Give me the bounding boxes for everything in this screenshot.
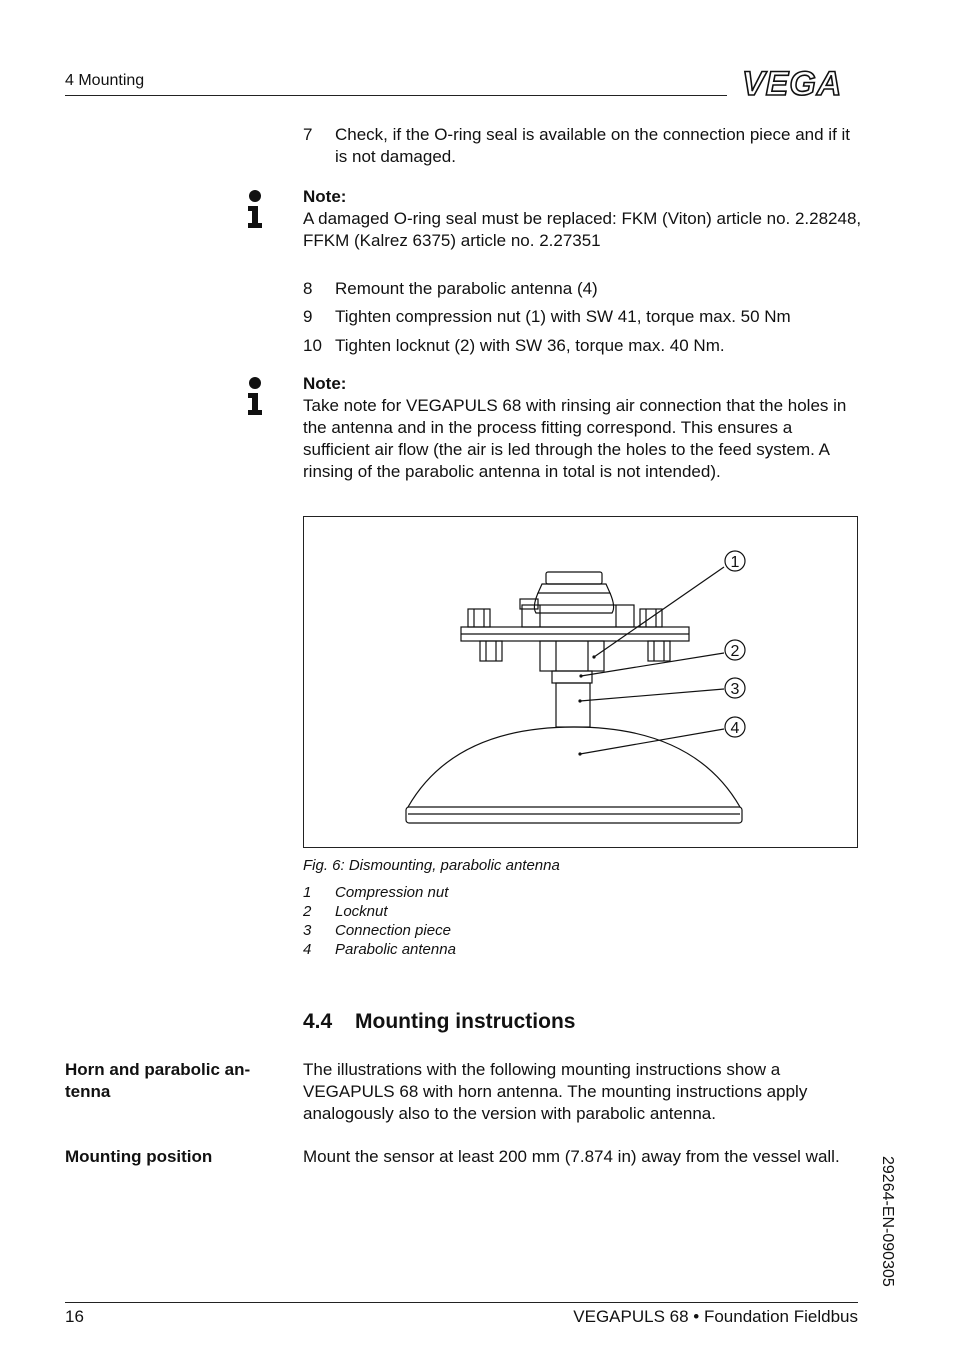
note-block [303,373,863,483]
legend-label: Parabolic antenna [335,941,456,958]
header-section-label: 4 Mounting [65,72,145,89]
body-paragraph: The illustrations with the following mounting instructions show a VEGAPULS 68 with horn antenna. The mounting instructions apply analogously also to the version with parabolic antenna. [303,1060,808,1123]
step-number: 7 [303,125,313,144]
note-title: Note: [303,187,347,206]
figure-frame [303,516,858,848]
side-heading-line: tenna [65,1082,111,1101]
side-heading [65,1146,275,1168]
side-heading-line: Mounting position [65,1147,213,1166]
legend-label: Locknut [335,903,388,920]
header-rule [65,95,727,96]
figure-caption: Fig. 6: Dismounting, parabolic antenna [303,857,560,874]
legend-label: Compression nut [335,884,449,901]
svg-text:VEGA: VEGA [742,66,843,98]
page-number: 16 [65,1307,84,1326]
section-heading [303,1010,703,1038]
step-item [303,124,863,168]
note-block [303,186,863,252]
section-title: Mounting instructions [355,1010,576,1033]
footer-product: VEGAPULS 68 • Foundation Fieldbus [573,1307,858,1326]
side-heading-line: Horn and parabolic an- [65,1060,251,1079]
document-code-text: 29264-EN-090305 [879,1156,896,1287]
step-number: 10 [303,336,322,355]
antenna-drawing [304,517,857,847]
side-heading [65,1059,275,1103]
step-number: 8 [303,279,313,298]
legend-number: 2 [303,903,312,920]
step-text: Tighten locknut (2) with SW 36, torque max. 40 Nm. [335,336,725,355]
legend-number: 3 [303,922,312,939]
body-paragraph: Mount the sensor at least 200 mm (7.874 in) away from the vessel wall. [303,1147,840,1166]
legend-item [303,883,603,902]
step-text: Check, if the O-ring seal is available on the connection piece and if it is not damaged. [335,125,851,166]
note-text: A damaged O-ring seal must be replaced: FKM (Viton) article no. 2.28248, FFKM (Kalrez 6375) article no. 2.27351 [303,209,862,250]
note-text: Take note for VEGAPULS 68 with rinsing air connection that the holes in the antenna and in the process fitting correspond. This ensures a sufficient air flow (the air is led through the holes to the feed system. A rinsing of the parabolic antenna in total is not intended). [303,396,847,481]
legend-number: 1 [303,884,312,901]
legend-label: Connection piece [335,922,451,939]
step-item [303,306,863,328]
step-item [303,335,863,357]
step-text: Remount the parabolic antenna (4) [335,279,598,298]
vega-logo [740,66,858,98]
info-icon [244,375,266,417]
document-code [868,1156,898,1306]
callout-4: 4 [730,720,740,737]
callout-1: 1 [730,554,740,571]
step-number: 9 [303,307,313,326]
callout-3: 3 [730,681,740,698]
legend-item [303,902,603,921]
info-icon [244,188,266,230]
legend-item [303,921,603,940]
step-item [303,278,863,300]
note-title: Note: [303,374,347,393]
step-text: Tighten compression nut (1) with SW 41, torque max. 50 Nm [335,307,791,326]
footer-rule [65,1302,858,1303]
legend-item [303,940,603,959]
callout-2: 2 [730,643,740,660]
section-number: 4.4 [303,1010,333,1033]
legend-number: 4 [303,941,312,958]
